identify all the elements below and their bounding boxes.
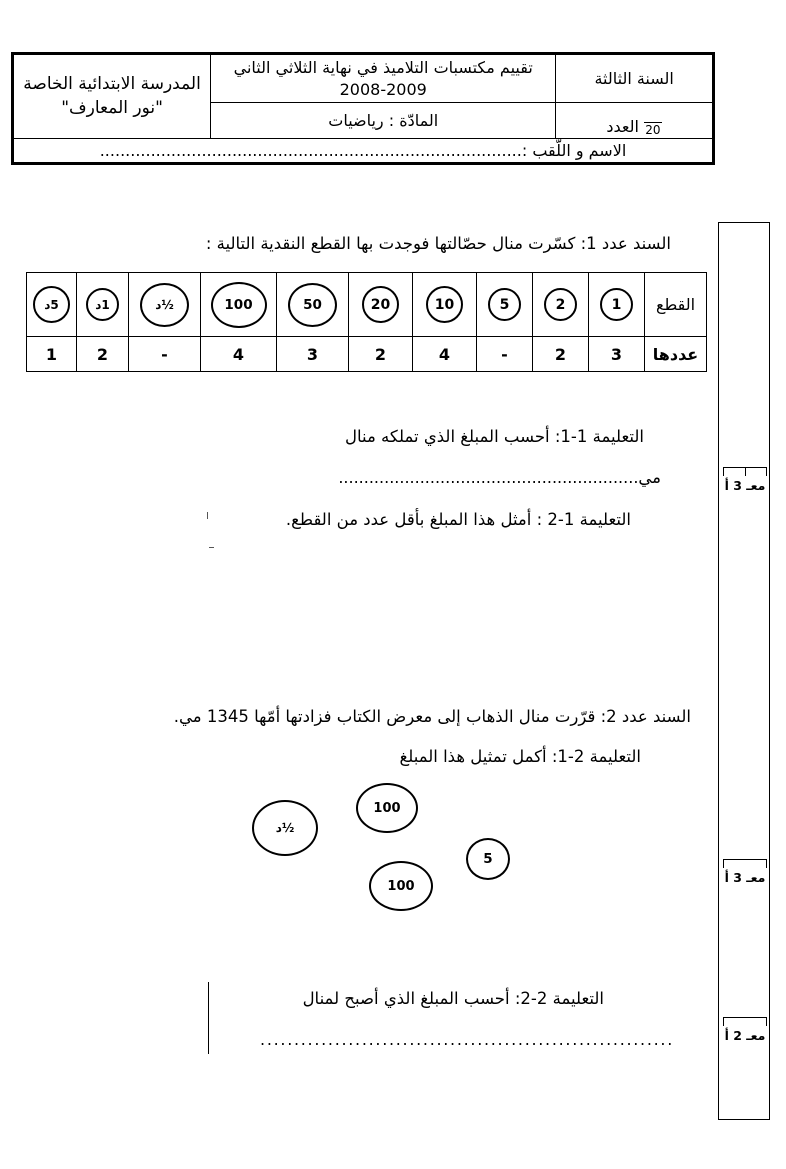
exercise2-answer-dots: ............................................................. — [260, 1030, 674, 1049]
exercise1-answer-unit: مي — [638, 468, 661, 487]
header-title-cell — [211, 55, 556, 103]
scattered-coin-5 — [466, 838, 510, 880]
criterion-bracket — [723, 859, 767, 868]
coin-icon-5dinar — [33, 286, 70, 323]
header-year-label: 2008-2009 — [339, 79, 427, 99]
coin-label: 1 — [611, 296, 622, 313]
coin-icon-20millime — [362, 286, 399, 323]
coin-label: 100 — [224, 296, 253, 313]
criterion-label: معـ 3 أ — [724, 478, 766, 493]
coin-row — [27, 273, 707, 337]
grade-denominator: 20 — [645, 123, 661, 138]
count-cell-10: 1 — [27, 337, 77, 372]
header-school-cell — [14, 55, 211, 139]
student-name-label: الاسم و اللّقب : — [521, 140, 627, 160]
coin-icon-5millime — [488, 288, 521, 321]
coin-cell-3 — [477, 273, 533, 337]
criterion-marker-2 — [719, 859, 771, 901]
count-cell-7: 4 — [201, 337, 277, 372]
criteria-margin-column — [718, 222, 770, 1120]
criterion-marker-3 — [719, 1017, 771, 1059]
exercise1-answer-dots: ........................................................... — [338, 468, 639, 487]
coin-cell-4 — [413, 273, 477, 337]
coin-cell-2 — [533, 273, 589, 337]
exercise2-instruction-1: التعليمة 2-1: أكمل تمثيل هذا المبلغ — [399, 747, 641, 766]
exercise1-answer-line-1[interactable] — [338, 468, 666, 487]
coin-table — [27, 272, 707, 372]
header-table — [11, 52, 715, 165]
header-subject-label: المادّة : رياضيات — [328, 110, 439, 130]
exercise2-answer-line[interactable] — [260, 1030, 674, 1049]
scan-artifact — [209, 547, 214, 548]
count-cell-4: 4 — [413, 337, 477, 372]
header-class-label: السنة الثالثة — [594, 69, 674, 89]
coin-cell-7 — [201, 273, 277, 337]
criterion-marker-1 — [719, 467, 771, 509]
grade-label: العدد — [606, 116, 639, 136]
coin-cell-6 — [277, 273, 349, 337]
grade-fraction — [644, 122, 662, 136]
exercise1-instruction-1: التعليمة 1-1: أحسب المبلغ الذي تملكه منال — [344, 427, 644, 446]
grade-box — [606, 117, 662, 136]
scan-artifact — [207, 512, 208, 519]
vertical-rule — [208, 982, 209, 1054]
header-class-cell — [556, 55, 713, 103]
scattered-coin-half-dinar — [252, 800, 318, 856]
exercise2-instruction-2: التعليمة 2-2: أحسب المبلغ الذي أصبح لمنال — [302, 989, 604, 1008]
criterion-label: معـ 3 أ — [724, 870, 766, 885]
exercise2-statement: السند عدد 2: قرّرت منال الذهاب إلى معرض الكتاب فزادتها أمّها 1345 مي. — [173, 707, 691, 726]
coin-cell-1 — [589, 273, 645, 337]
student-name-dots: ................................................................................... — [99, 140, 522, 160]
coin-cell-8 — [129, 273, 201, 337]
coin-label: 1د — [95, 297, 110, 312]
coin-label: 100 — [387, 878, 415, 894]
coin-cell-10 — [27, 273, 77, 337]
coin-row-header: القطع — [645, 273, 707, 337]
count-row — [27, 337, 707, 372]
coin-icon-half-dinar — [140, 283, 189, 327]
header-grade-cell — [556, 103, 713, 139]
coin-label: ½د — [275, 821, 295, 835]
coin-icon-100millime — [211, 282, 267, 328]
criterion-bracket — [723, 1017, 767, 1026]
coin-icon-10millime — [426, 286, 463, 323]
coin-icon-1millime — [600, 288, 633, 321]
criterion-tick — [745, 467, 746, 476]
scattered-coin-100-b — [369, 861, 433, 911]
header-school-label: المدرسة الابتدائية الخاصة "نور المعارف" — [23, 73, 201, 119]
criterion-label: معـ 2 أ — [724, 1028, 766, 1043]
count-cell-9: 2 — [77, 337, 129, 372]
count-cell-5: 2 — [349, 337, 413, 372]
scattered-coin-100-a — [356, 783, 418, 833]
coin-label: 2 — [555, 296, 566, 313]
coin-cell-9 — [77, 273, 129, 337]
student-name-cell[interactable] — [14, 138, 713, 162]
coin-icon-1dinar — [86, 288, 119, 321]
count-cell-6: 3 — [277, 337, 349, 372]
coin-label: ½د — [155, 297, 174, 312]
coin-label: 50 — [303, 296, 322, 313]
coin-cell-5 — [349, 273, 413, 337]
coin-icon-2millime — [544, 288, 577, 321]
coin-icon-50millime — [288, 283, 337, 327]
coin-label: 100 — [373, 800, 401, 816]
exercise1-instruction-2: التعليمة 1-2 : أمثل هذا المبلغ بأقل عدد من القطع. — [285, 510, 631, 529]
count-cell-3: - — [477, 337, 533, 372]
coin-label: 10 — [434, 296, 455, 313]
coin-label: 5 — [499, 296, 510, 313]
count-cell-8: - — [129, 337, 201, 372]
coin-label: 20 — [370, 296, 391, 313]
header-subject-cell — [211, 103, 556, 139]
count-cell-1: 3 — [589, 337, 645, 372]
coin-label: 5د — [44, 297, 59, 312]
count-cell-2: 2 — [533, 337, 589, 372]
header-title-label: تقييم مكتسبات التلاميذ في نهاية الثلاثي الثاني — [233, 58, 533, 77]
exercise1-statement: السند عدد 1: كسّرت منال حصّالتها فوجدت بها القطع النقدية التالية : — [205, 234, 671, 253]
coin-label: 5 — [483, 851, 493, 867]
count-row-header: عددها — [645, 337, 707, 372]
